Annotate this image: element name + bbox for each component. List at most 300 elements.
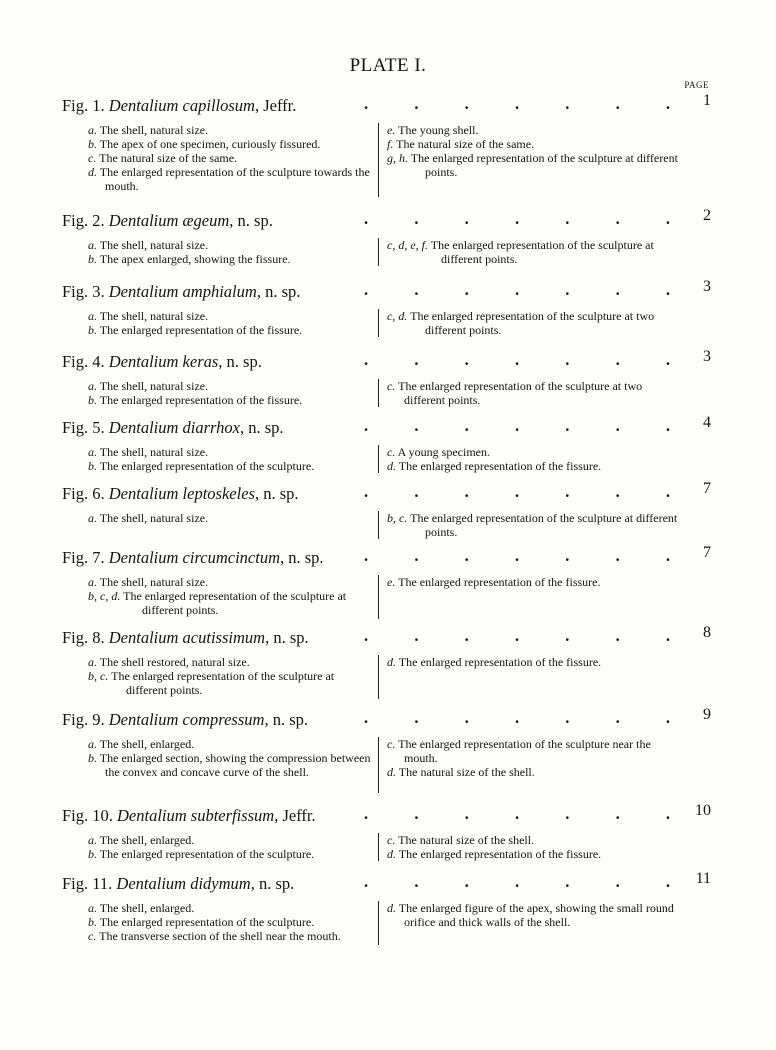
item-key: c. xyxy=(387,737,396,751)
description-item xyxy=(88,445,376,459)
item-text: The enlarged representation of the sculpture at two different points. xyxy=(398,379,643,407)
leader-dot: . xyxy=(364,94,369,113)
species-name: Dentalium leptoskeles xyxy=(108,484,255,503)
column-divider xyxy=(378,833,379,861)
item-key: c. xyxy=(88,929,97,943)
leader-dot: . xyxy=(414,209,419,228)
item-key: a. xyxy=(88,737,97,751)
description-item xyxy=(387,238,682,266)
item-key: a. xyxy=(88,238,97,252)
right-descriptions xyxy=(387,737,682,779)
left-descriptions xyxy=(88,575,376,617)
item-text: The enlarged representation of the fissure. xyxy=(398,575,601,589)
description-item xyxy=(88,511,376,525)
item-text: The enlarged representation of the sculpture at different points. xyxy=(410,151,678,179)
item-text: The shell, natural size. xyxy=(99,123,209,137)
leader-dot: . xyxy=(364,708,369,727)
figure-entry xyxy=(62,207,711,266)
description-item xyxy=(88,847,376,861)
description-item xyxy=(88,379,376,393)
column-divider xyxy=(378,379,379,407)
leader-dot: . xyxy=(464,94,469,113)
item-text: The shell, enlarged. xyxy=(99,737,195,751)
leader-dot: . xyxy=(615,626,620,645)
item-key: a. xyxy=(88,511,97,525)
figure-heading xyxy=(62,802,711,828)
leader-dot: . xyxy=(615,209,620,228)
item-key: d. xyxy=(387,901,396,915)
leader-dot: . xyxy=(615,280,620,299)
item-text: The young shell. xyxy=(398,123,479,137)
figure-heading xyxy=(62,278,711,304)
figure-label: Fig. 3. xyxy=(62,282,105,301)
item-text: The enlarged representation of the sculpture. xyxy=(99,459,315,473)
right-descriptions xyxy=(387,309,682,337)
leader-dots xyxy=(364,416,670,436)
item-key: g, h. xyxy=(387,151,408,165)
leader-dot: . xyxy=(414,708,419,727)
item-key: b. xyxy=(88,252,97,266)
leader-dots xyxy=(364,350,670,370)
item-text: The shell, natural size. xyxy=(99,238,209,252)
species-name: Dentalium compressum xyxy=(108,710,265,729)
page-number: 10 xyxy=(695,802,711,819)
leader-dot: . xyxy=(464,872,469,891)
leader-dot: . xyxy=(464,804,469,823)
description-item xyxy=(88,238,376,252)
description-item xyxy=(387,901,682,929)
description-item xyxy=(387,655,682,669)
figure-heading xyxy=(62,870,711,896)
page-number: 11 xyxy=(695,870,711,887)
species-author: , n. sp. xyxy=(218,352,262,371)
description-item xyxy=(88,915,376,929)
leader-dot: . xyxy=(514,416,520,435)
leader-dot: . xyxy=(414,94,419,113)
figure-heading xyxy=(62,544,711,570)
figure-label: Fig. 2. xyxy=(62,211,105,230)
species-name: Dentalium capillosum xyxy=(108,96,255,115)
species-name: Dentalium circumcinctum xyxy=(108,548,280,567)
item-text: The enlarged representation of the sculpture towards the mouth. xyxy=(99,165,370,193)
leader-dot: . xyxy=(615,416,620,435)
item-key: a. xyxy=(88,123,97,137)
leader-dot: . xyxy=(514,94,520,113)
right-descriptions xyxy=(387,511,682,539)
species-author: , Jeffr. xyxy=(254,96,297,115)
column-divider xyxy=(378,511,379,539)
item-key: c. xyxy=(387,445,396,459)
item-text: The enlarged representation of the fissure. xyxy=(398,459,602,473)
left-descriptions xyxy=(88,511,376,525)
item-key: c. xyxy=(387,833,396,847)
leader-dot: . xyxy=(464,280,469,299)
leader-dot: . xyxy=(514,804,520,823)
item-key: b, c. xyxy=(88,669,109,683)
item-text: The apex enlarged, showing the fissure. xyxy=(99,252,291,266)
left-descriptions xyxy=(88,901,376,943)
description-item xyxy=(88,137,376,151)
left-descriptions xyxy=(88,123,376,193)
leader-dot: . xyxy=(565,804,570,823)
figure-heading xyxy=(62,348,711,374)
description-item xyxy=(88,393,376,407)
item-text: The enlarged representation of the fissure. xyxy=(99,393,303,407)
species-name: Dentalium diarrhox xyxy=(108,418,241,437)
column-divider xyxy=(378,445,379,473)
item-key: d. xyxy=(387,655,396,669)
figure-title xyxy=(62,628,309,648)
description-item xyxy=(88,459,376,473)
item-key: d. xyxy=(387,847,396,861)
figure-heading xyxy=(62,207,711,233)
leader-dot: . xyxy=(665,708,670,727)
leader-dots xyxy=(364,626,670,646)
leader-dot: . xyxy=(414,626,419,645)
item-key: b. xyxy=(88,847,97,861)
item-key: e. xyxy=(387,123,396,137)
species-author: , Jeffr. xyxy=(274,806,316,825)
figure-title xyxy=(62,96,296,116)
leader-dot: . xyxy=(665,872,670,891)
leader-dot: . xyxy=(514,546,520,565)
leader-dot: . xyxy=(615,482,620,501)
leader-dot: . xyxy=(364,280,369,299)
right-descriptions xyxy=(387,901,682,929)
figure-title xyxy=(62,211,273,231)
item-key: a. xyxy=(88,379,97,393)
item-text: The natural size of the shell. xyxy=(398,765,535,779)
right-descriptions xyxy=(387,238,682,266)
description-item xyxy=(88,123,376,137)
species-name: Dentalium didymum xyxy=(116,874,251,893)
right-descriptions xyxy=(387,123,682,179)
figure-entry xyxy=(62,278,711,337)
leader-dot: . xyxy=(615,350,620,369)
figure-title xyxy=(62,806,316,826)
description-item xyxy=(88,589,376,617)
left-descriptions xyxy=(88,833,376,861)
item-key: c, d, e, f. xyxy=(387,238,428,252)
leader-dots xyxy=(364,872,670,892)
description-item xyxy=(387,137,682,151)
leader-dot: . xyxy=(665,804,670,823)
page-number: 7 xyxy=(703,480,711,497)
leader-dot: . xyxy=(615,546,620,565)
description-item xyxy=(88,165,376,193)
page-number: 1 xyxy=(703,92,711,109)
leader-dot: . xyxy=(364,416,369,435)
leader-dot: . xyxy=(364,872,369,891)
page-column-header: PAGE xyxy=(684,80,709,90)
figure-entry xyxy=(62,480,711,539)
leader-dot: . xyxy=(665,416,670,435)
leader-dot: . xyxy=(414,350,419,369)
leader-dot: . xyxy=(414,546,419,565)
item-key: b. xyxy=(88,137,97,151)
leader-dots xyxy=(364,280,670,300)
item-key: a. xyxy=(88,575,97,589)
right-descriptions xyxy=(387,655,682,669)
item-text: The enlarged representation of the sculpture. xyxy=(99,915,315,929)
leader-dot: . xyxy=(514,626,520,645)
figure-entry xyxy=(62,348,711,407)
description-item xyxy=(88,151,376,165)
figure-label: Fig. 9. xyxy=(62,710,105,729)
leader-dot: . xyxy=(514,708,520,727)
figure-title xyxy=(62,874,294,894)
column-divider xyxy=(378,655,379,699)
figure-title xyxy=(62,352,262,372)
item-text: The shell, natural size. xyxy=(99,309,209,323)
figure-title xyxy=(62,282,300,302)
right-descriptions xyxy=(387,445,682,473)
item-text: The natural size of the shell. xyxy=(398,833,535,847)
item-key: b, c. xyxy=(387,511,408,525)
column-divider xyxy=(378,737,379,793)
column-divider xyxy=(378,238,379,266)
item-key: a. xyxy=(88,445,97,459)
species-author: , n. sp. xyxy=(265,628,309,647)
leader-dots xyxy=(364,94,670,114)
species-name: Dentalium acutissimum xyxy=(108,628,266,647)
leader-dot: . xyxy=(514,350,520,369)
leader-dot: . xyxy=(514,209,520,228)
description-item xyxy=(88,309,376,323)
item-key: f. xyxy=(387,137,394,151)
item-text: The natural size of the same. xyxy=(396,137,535,151)
description-item xyxy=(387,511,682,539)
leader-dots xyxy=(364,209,670,229)
description-item xyxy=(387,379,682,407)
figure-title xyxy=(62,710,308,730)
leader-dot: . xyxy=(464,708,469,727)
description-item xyxy=(387,309,682,337)
figure-title xyxy=(62,548,324,568)
item-key: c. xyxy=(387,379,396,393)
description-item xyxy=(387,575,682,589)
page-number: 9 xyxy=(703,706,711,723)
leader-dot: . xyxy=(615,94,620,113)
description-item xyxy=(387,737,682,765)
column-divider xyxy=(378,309,379,337)
leader-dot: . xyxy=(414,872,419,891)
leader-dots xyxy=(364,804,670,824)
figure-title xyxy=(62,484,298,504)
column-divider xyxy=(378,575,379,619)
description-item xyxy=(387,445,682,459)
leader-dot: . xyxy=(514,872,520,891)
page-number: 8 xyxy=(703,624,711,641)
left-descriptions xyxy=(88,309,376,337)
item-text: The shell, natural size. xyxy=(99,379,209,393)
page-number: 3 xyxy=(703,348,711,365)
item-text: The enlarged representation of the sculpture at different points. xyxy=(111,669,335,697)
species-author: , n. sp. xyxy=(280,548,324,567)
description-item xyxy=(387,765,682,779)
item-text: The natural size of the same. xyxy=(99,151,238,165)
figure-heading xyxy=(62,92,711,118)
item-text: A young specimen. xyxy=(397,445,490,459)
species-author: , n. sp. xyxy=(264,710,308,729)
species-name: Dentalium ægeum xyxy=(108,211,230,230)
item-key: b. xyxy=(88,915,97,929)
leader-dot: . xyxy=(565,209,570,228)
figure-entry xyxy=(62,870,711,943)
description-item xyxy=(88,252,376,266)
item-key: d. xyxy=(387,459,396,473)
figure-label: Fig. 4. xyxy=(62,352,105,371)
item-text: The enlarged representation of the sculpture at different points. xyxy=(410,511,678,539)
left-descriptions xyxy=(88,445,376,473)
leader-dot: . xyxy=(414,416,419,435)
item-text: The shell, natural size. xyxy=(99,511,209,525)
leader-dot: . xyxy=(514,482,520,501)
item-key: a. xyxy=(88,833,97,847)
figure-label: Fig. 1. xyxy=(62,96,105,115)
left-descriptions xyxy=(88,737,376,779)
figure-heading xyxy=(62,480,711,506)
item-key: a. xyxy=(88,901,97,915)
figure-entry xyxy=(62,624,711,697)
item-key: b. xyxy=(88,459,97,473)
leader-dot: . xyxy=(615,872,620,891)
description-item xyxy=(387,459,682,473)
right-descriptions xyxy=(387,833,682,861)
leader-dot: . xyxy=(665,350,670,369)
figure-label: Fig. 5. xyxy=(62,418,105,437)
figure-entry xyxy=(62,802,711,861)
description-item xyxy=(387,847,682,861)
species-author: , n. sp. xyxy=(254,484,299,503)
leader-dot: . xyxy=(665,482,670,501)
figure-heading xyxy=(62,624,711,650)
leader-dots xyxy=(364,708,670,728)
figure-entry xyxy=(62,706,711,779)
leader-dot: . xyxy=(565,708,570,727)
item-text: The shell, natural size. xyxy=(99,445,209,459)
item-key: d. xyxy=(387,765,396,779)
description-item xyxy=(88,901,376,915)
column-divider xyxy=(378,901,379,945)
description-item xyxy=(387,833,682,847)
leader-dot: . xyxy=(565,546,570,565)
description-item xyxy=(387,123,682,137)
item-text: The enlarged representation of the fissure. xyxy=(398,655,602,669)
leader-dot: . xyxy=(665,209,670,228)
leader-dot: . xyxy=(464,482,469,501)
plate-title: PLATE I. xyxy=(349,55,427,76)
species-name: Dentalium amphialum xyxy=(108,282,257,301)
item-text: The shell restored, natural size. xyxy=(99,655,250,669)
species-author: , n. sp. xyxy=(250,874,295,893)
leader-dot: . xyxy=(615,708,620,727)
description-item xyxy=(88,669,376,697)
leader-dot: . xyxy=(364,482,369,501)
leader-dot: . xyxy=(464,546,469,565)
leader-dot: . xyxy=(665,94,670,113)
leader-dot: . xyxy=(615,804,620,823)
species-name: Dentalium subterfissum xyxy=(117,806,275,825)
figure-heading xyxy=(62,706,711,732)
species-author: , n. sp. xyxy=(256,282,301,301)
item-text: The enlarged representation of the sculpture. xyxy=(99,847,315,861)
leader-dot: . xyxy=(364,626,369,645)
figure-entry xyxy=(62,92,711,193)
leader-dot: . xyxy=(414,804,419,823)
item-text: The enlarged representation of the fissure. xyxy=(99,323,303,337)
leader-dot: . xyxy=(464,626,469,645)
leader-dot: . xyxy=(514,280,520,299)
leader-dot: . xyxy=(565,350,570,369)
item-text: The enlarged representation of the sculpture at different points. xyxy=(430,238,654,266)
leader-dot: . xyxy=(665,280,670,299)
item-text: The enlarged representation of the sculpture at two different points. xyxy=(410,309,655,337)
leader-dots xyxy=(364,482,670,502)
figure-label: Fig. 6. xyxy=(62,484,105,503)
item-text: The enlarged representation of the sculpture near the mouth. xyxy=(398,737,651,765)
leader-dot: . xyxy=(565,482,570,501)
leader-dot: . xyxy=(464,416,469,435)
item-text: The apex of one specimen, curiously fissured. xyxy=(99,137,321,151)
item-text: The enlarged representation of the fissure. xyxy=(398,847,602,861)
leader-dot: . xyxy=(414,280,419,299)
leader-dot: . xyxy=(565,416,570,435)
figure-entry xyxy=(62,544,711,617)
leader-dot: . xyxy=(364,546,369,565)
leader-dot: . xyxy=(464,209,469,228)
description-item xyxy=(88,737,376,751)
right-descriptions xyxy=(387,379,682,407)
item-text: The shell, enlarged. xyxy=(99,833,195,847)
item-key: a. xyxy=(88,309,97,323)
description-item xyxy=(88,575,376,589)
page-number: 3 xyxy=(703,278,711,295)
description-item xyxy=(387,151,682,179)
leader-dot: . xyxy=(565,280,570,299)
item-text: The enlarged representation of the sculpture at different points. xyxy=(123,589,347,617)
item-key: c. xyxy=(88,151,97,165)
leader-dot: . xyxy=(464,350,469,369)
figure-heading xyxy=(62,414,711,440)
item-key: b, c, d. xyxy=(88,589,121,603)
figure-label: Fig. 7. xyxy=(62,548,105,567)
species-author: , n. sp. xyxy=(240,418,284,437)
item-text: The transverse section of the shell near the mouth. xyxy=(99,929,341,943)
leader-dot: . xyxy=(565,94,570,113)
item-key: d. xyxy=(88,165,97,179)
left-descriptions xyxy=(88,655,376,697)
figure-entry xyxy=(62,414,711,473)
description-item xyxy=(88,751,376,779)
figure-label: Fig. 11. xyxy=(62,874,113,893)
leader-dot: . xyxy=(364,804,369,823)
leader-dot: . xyxy=(565,626,570,645)
page-number: 4 xyxy=(703,414,711,431)
figure-label: Fig. 8. xyxy=(62,628,105,647)
item-text: The enlarged figure of the apex, showing the small round orifice and thick walls of the shell. xyxy=(398,901,674,929)
left-descriptions xyxy=(88,379,376,407)
leader-dot: . xyxy=(565,872,570,891)
right-descriptions xyxy=(387,575,682,589)
description-item xyxy=(88,833,376,847)
species-name: Dentalium keras xyxy=(108,352,219,371)
leader-dot: . xyxy=(665,546,670,565)
description-item xyxy=(88,323,376,337)
figure-title xyxy=(62,418,284,438)
item-key: c, d. xyxy=(387,309,408,323)
description-item xyxy=(88,655,376,669)
